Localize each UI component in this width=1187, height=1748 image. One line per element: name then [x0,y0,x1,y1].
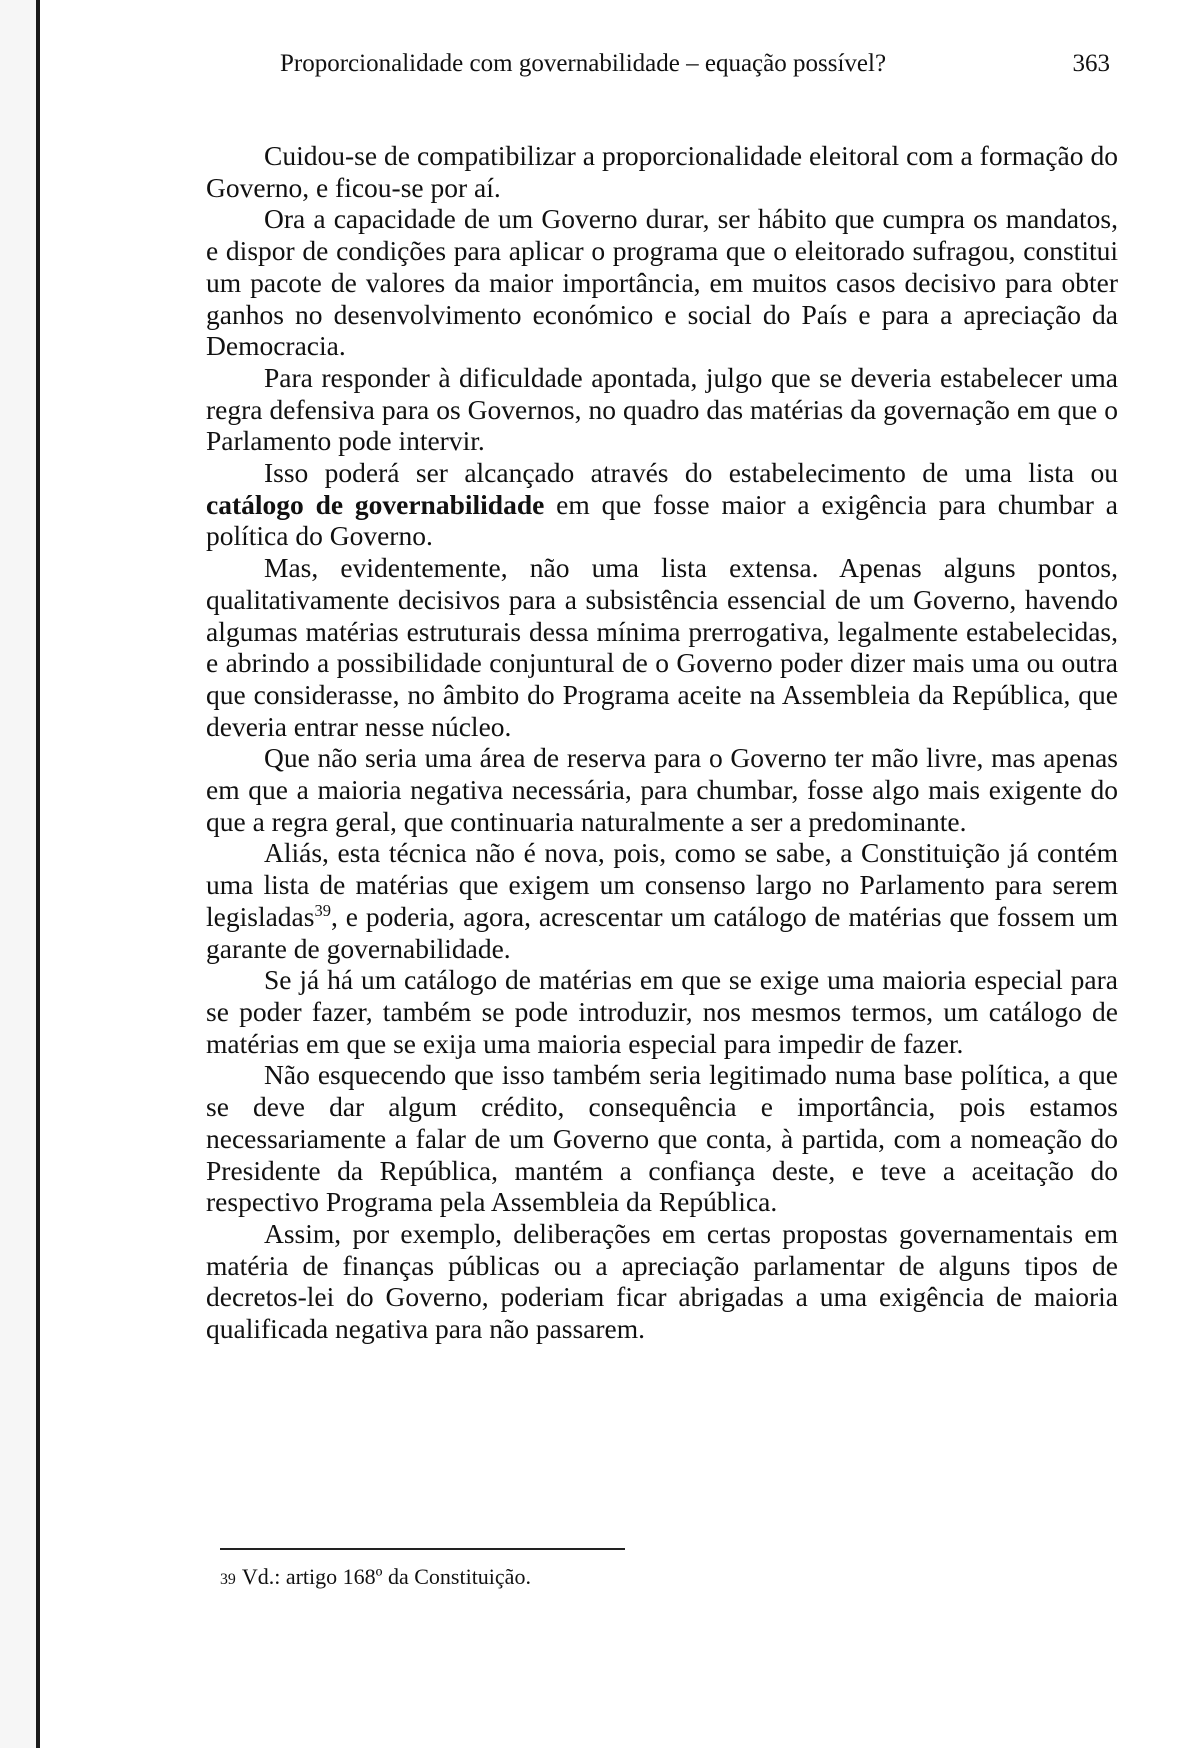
paragraph-7-lead: Aliás, esta técnica não é nova, pois, como se sabe, a Constituição já contém uma lista de matérias que exigem um consenso largo no Parlamento para serem legisladas [206,837,1118,932]
catalog-term: catálogo de governabilidade [206,488,545,520]
footnote-ref[interactable]: 39 [314,900,331,920]
page-number: 363 [1072,50,1110,77]
running-head [280,44,1110,84]
paragraph-8: Se já há um catálogo de matérias em que se exige uma maioria especial para se poder fazer, também se pode introduzir, nos mesmos termos, um catálogo de matérias em que se exija uma maioria especial para impedir de fazer. [206,964,1118,1059]
paragraph-1: Cuidou-se de compatibilizar a proporcionalidade eleitoral com a formação do Governo, e ficou-se por aí. [206,140,1118,203]
paragraph-9: Não esquecendo que isso também seria legitimado numa base política, a que se deve dar algum crédito, consequência e importância, pois estamos necessariamente a falar de um Governo que conta, à partida, com a nomeação do Presidente da República, mantém a confiança deste, e teve a aceitação do respectivo Programa pela Assembleia da República. [206,1059,1118,1218]
footnote-number: 39 [220,1571,236,1588]
book-page [40,0,1187,1748]
paragraph-4 [206,457,1118,552]
paragraph-2: Ora a capacidade de um Governo durar, ser hábito que cumpra os mandatos, e dispor de condições para aplicar o programa que o eleitorado sufragou, constitui um pacote de valores da maior importância, em muitos casos decisivo para obter ganhos no desenvolvimento económico e social do País e para a apreciação da Democracia. [206,203,1118,362]
running-title: Proporcionalidade com governabilidade – equação possível? [280,50,887,77]
paragraph-7 [206,837,1118,964]
paragraph-4-tail: em que fosse maior a exigência para chumbar a política do Governo. [206,488,1118,552]
footnote-rule [220,1548,625,1550]
paragraph-4-lead: Isso poderá ser alcançado através do estabelecimento de uma lista ou [264,457,1118,489]
footnote-text: Vd.: artigo 168º da Constituição. [241,1564,531,1589]
paragraph-5: Mas, evidentemente, não uma lista extensa. Apenas alguns pontos, qualitativamente decisivos para a subsistência essencial de um Governo, havendo algumas matérias estruturais dessa mínima prerrogativa, legalmente estabelecidas, e abrindo a possibilidade conjuntural de o Governo poder dizer mais uma ou outra que considerasse, no âmbito do Programa aceite na Assembleia da República, que deveria entrar nesse núcleo. [206,552,1118,742]
paragraph-10: Assim, por exemplo, deliberações em certas propostas governamentais em matéria de finanças públicas ou a apreciação parlamentar de alguns tipos de decretos-lei do Governo, poderiam ficar abrigadas a uma exigência de maioria qualificada negativa para não passarem. [206,1217,1118,1345]
paragraph-6: Que não seria uma área de reserva para o Governo ter mão livre, mas apenas em que a maioria negativa necessária, para chumbar, fosse algo mais exigente do que a regra geral, que continuaria naturalmente a ser a predominante. [206,742,1118,837]
paragraph-3: Para responder à dificuldade apontada, julgo que se deveria estabelecer uma regra defensiva para os Governos, no quadro das matérias da governação em que o Parlamento pode intervir. [206,361,1118,457]
footnote [220,1562,531,1595]
scan-gutter [0,0,40,1748]
paragraph-7-tail: , e poderia, agora, acrescentar um catálogo de matérias que fossem um garante de governabilidade. [206,900,1118,964]
body-text [206,140,1118,1345]
